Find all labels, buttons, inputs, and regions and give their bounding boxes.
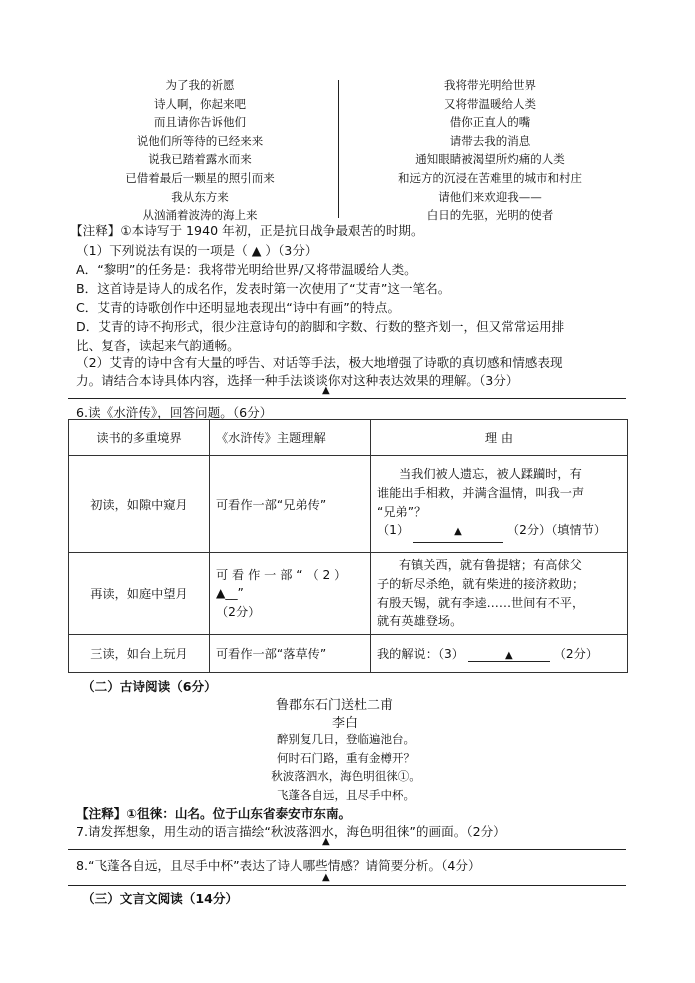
poem-right-column: [375, 76, 605, 225]
poem-line: 又将带温暖给人类: [444, 96, 536, 111]
question-6-title: 6.读《水浒传》，回答问题。（6分）: [76, 405, 273, 420]
poem-line: 诗人啊，你起来吧: [154, 96, 246, 111]
reason-line: 就有英雄登场。: [377, 614, 463, 629]
answer-blank[interactable]: ▲: [413, 523, 503, 543]
question-7: 7.请发挥想象，用生动的语言描绘“秋波落泗水，海色明徂徕”的画面。（2分）: [76, 824, 506, 839]
poem-line: 我从东方来: [171, 189, 229, 204]
reason-cell: [371, 553, 628, 635]
poem-line: 请带去我的消息: [449, 133, 531, 148]
poem-line: 白日的先驱，光明的使者: [426, 208, 554, 223]
answer-line: [68, 849, 626, 850]
stage-cell: 再读，如庭中望月: [69, 553, 210, 635]
blank-prefix: 我的解说：（3）: [377, 647, 464, 661]
blank-suffix: （2分）: [553, 647, 599, 661]
question-2-text: 力。请结合本诗具体内容，选择一种手法谈谈你对这种表达效果的理解。（3分）: [76, 373, 519, 388]
poem-line: 我将带光明给世界: [444, 78, 536, 92]
question-1-option: 比、复沓，读起来气韵通畅。: [76, 338, 240, 353]
theme-cell: [210, 553, 371, 635]
classic-poem-note: 【注释】①徂徕：山名。位于山东省泰安市东南。: [76, 806, 352, 821]
reason-cell: [371, 456, 628, 553]
table-header-row: [69, 420, 628, 456]
answer-blank[interactable]: ▲: [468, 650, 550, 662]
theme-cell: 可看作一部“落草传”: [210, 635, 371, 673]
poem-line: 借你正直人的嘴: [449, 115, 531, 130]
table-row: [69, 553, 628, 635]
question-1-option: D．艾青的诗不拘形式，很少注意诗句的韵脚和字数、行数的整齐划一，但又常常运用排: [76, 319, 565, 334]
reason-line: 有镇关西，就有鲁提辖；有高俅父: [399, 558, 582, 573]
section-3-title: （三）文言文阅读（14分）: [82, 891, 239, 906]
poem-line: 请他们来欢迎我——: [438, 189, 542, 204]
blank-line: [377, 521, 621, 543]
reason-line: 子的斩尽杀绝，就有柴进的接济救助；: [377, 576, 585, 591]
classic-poem-title: 鲁郡东石门送杜二甫: [276, 698, 394, 713]
poem-line: 和远方的沉浸在苦难里的城市和村庄: [398, 170, 582, 185]
reading-table: [68, 419, 628, 673]
theme-cell: 可看作一部“兄弟传”: [210, 456, 371, 553]
reason-line: 谁能出手相救，并满含温情，叫我一声: [377, 485, 585, 500]
question-2-text: （2）艾青的诗中含有大量的呼告、对话等手法，极大地增强了诗歌的真切感和情感表现: [76, 355, 563, 370]
poem-line: 从汹涌着波涛的海上来: [142, 208, 258, 223]
classic-poem-author: 李白: [332, 716, 359, 731]
question-1-option: C．艾青的诗歌创作中还明显地表现出“诗中有画”的特点。: [76, 300, 401, 315]
poem-line: 何时石门路，重有金樽开？: [277, 750, 415, 765]
answer-line: [68, 398, 626, 399]
poem-note: 【注释】①本诗写于 1940 年初，正是抗日战争最艰苦的时期。: [70, 223, 424, 238]
poem-line: 飞蓬各自远，且尽手中杯。: [277, 787, 415, 802]
question-1-option: B．这首诗是诗人的成名作，发表时第一次使用了“艾青”这一笔名。: [76, 281, 451, 296]
theme-line: （2分）: [216, 604, 261, 619]
table-row: [69, 635, 628, 673]
poem-line: 而且请你告诉他们: [154, 115, 246, 130]
theme-line[interactable]: ▲__”: [216, 586, 244, 601]
table-row: [69, 456, 628, 553]
table-header: 读书的多重境界: [69, 420, 210, 456]
poem-line: 秋波落泗水，海色明徂徕①。: [271, 769, 421, 784]
poem-line: 为了我的祈愿: [165, 78, 235, 92]
answer-mark: ▲: [322, 872, 330, 883]
reason-line: “兄弟”？: [377, 504, 427, 519]
poem-line: 说他们所等待的已经来来: [136, 133, 264, 148]
question-1-stem: （1）下列说法有误的一项是（ ▲ ）（3分）: [76, 243, 318, 258]
poem-line: 已借着最后一颗星的照引而来: [125, 170, 275, 185]
poem-line: 通知眼睛被渴望所灼痛的人类: [415, 152, 565, 167]
reason-line: 当我们被人遗忘，被人蹂躏时，有: [399, 467, 582, 482]
answer-line: [68, 885, 626, 886]
blank-prefix: （1）: [377, 523, 410, 538]
poem-line: 醉别复几日，登临遍池台。: [277, 732, 415, 746]
question-1-option: A．“黎明”的任务是：我将带光明给世界/又将带温暖给人类。: [76, 262, 417, 277]
stage-cell: 初读，如隙中窥月: [69, 456, 210, 553]
poem-line: 说我已踏着露水而来: [148, 152, 252, 167]
question-8: 8.“飞蓬各自远，且尽手中杯”表达了诗人哪些情感？请简要分析。（4分）: [76, 858, 481, 873]
section-2-title: （二）古诗阅读（6分）: [82, 679, 217, 694]
table-header: 理 由: [371, 420, 628, 456]
classic-poem-body: [236, 730, 456, 804]
poem-left-column: [100, 76, 300, 225]
table-header: 《水浒传》主题理解: [210, 420, 371, 456]
answer-mark: ▲: [322, 836, 330, 847]
poem-column-divider: [338, 80, 339, 218]
answer-mark: ▲: [322, 385, 330, 396]
stage-cell: 三读，如台上玩月: [69, 635, 210, 673]
reason-cell: [371, 635, 628, 673]
theme-line: 可 看 作 一 部 “ （ 2 ）: [216, 567, 347, 582]
blank-suffix: （2分）（填情节）: [506, 523, 607, 538]
reason-line: 有殷天锡，就有李逵……世间有不平，: [377, 595, 585, 610]
